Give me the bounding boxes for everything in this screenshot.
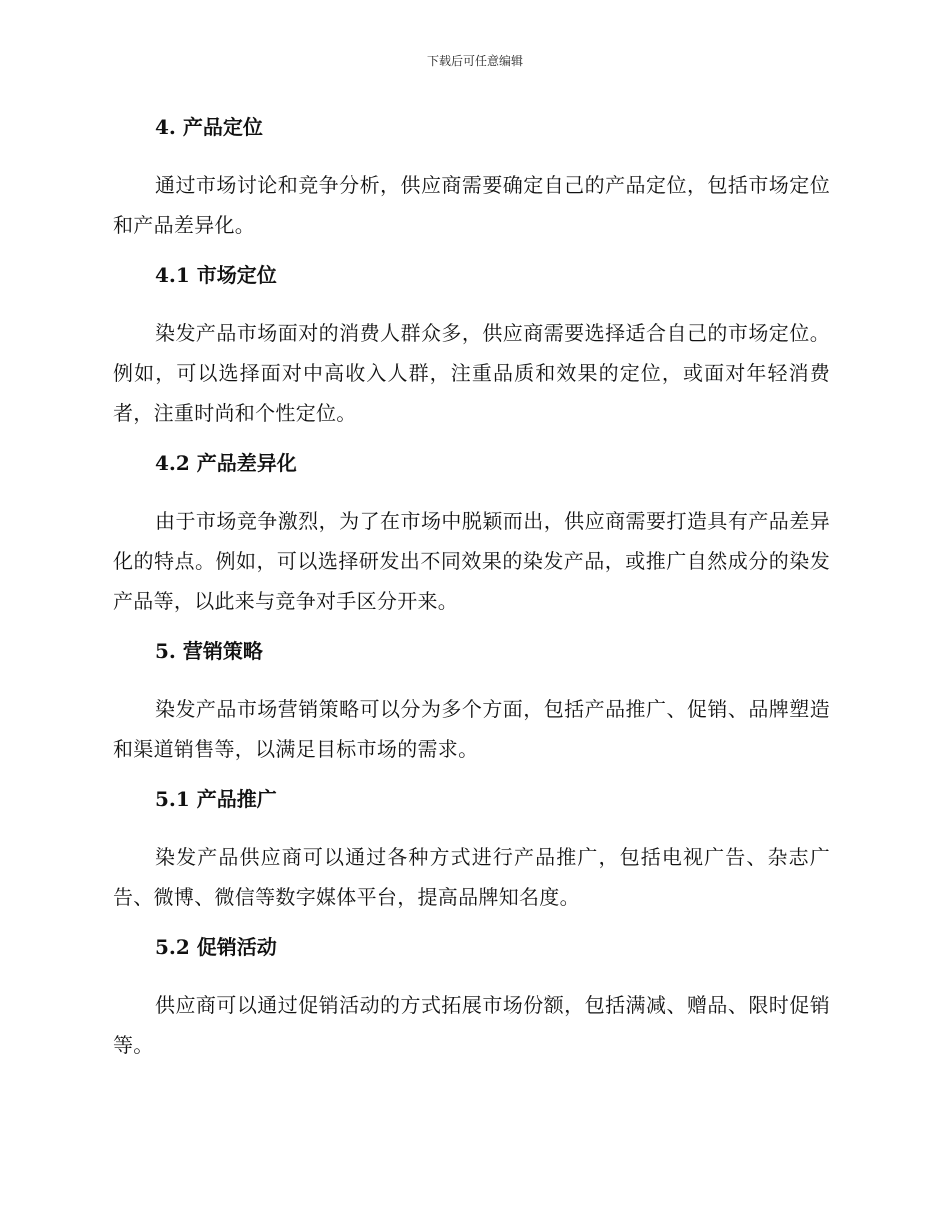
section-heading-5-2: 5.2 促销活动 [155, 935, 277, 959]
section-heading-4-2: 4.2 产品差异化 [155, 451, 297, 475]
page-header: 下载后可任意编辑 [426, 54, 523, 68]
document-body [113, 110, 830, 1065]
section-heading-4-1: 4.1 市场定位 [155, 263, 277, 287]
section-paragraph-5-1: 染发产品供应商可以通过各种方式进行产品推广，包括电视广告、杂志广告、微博、微信等数字媒体平台，提高品牌知名度。 [113, 845, 830, 909]
section-heading-5-1: 5.1 产品推广 [155, 787, 277, 811]
section-paragraph-5: 染发产品市场营销策略可以分为多个方面，包括产品推广、促销、品牌塑造和渠道销售等，以满足目标市场的需求。 [113, 697, 830, 761]
section-paragraph-4-1: 染发产品市场面对的消费人群众多，供应商需要选择适合自己的市场定位。例如，可以选择面对中高收入人群，注重品质和效果的定位，或面对年轻消费者，注重时尚和个性定位。 [113, 321, 830, 425]
section-heading-5: 5. 营销策略 [155, 639, 263, 663]
section-paragraph-5-2: 供应商可以通过促销活动的方式拓展市场份额，包括满减、赠品、限时促销等。 [113, 993, 830, 1057]
section-paragraph-4-2: 由于市场竞争激烈，为了在市场中脱颖而出，供应商需要打造具有产品差异化的特点。例如，可以选择研发出不同效果的染发产品，或推广自然成分的染发产品等，以此来与竞争对手区分开来。 [113, 509, 830, 613]
section-heading-4: 4. 产品定位 [155, 115, 263, 139]
section-paragraph-4: 通过市场讨论和竞争分析，供应商需要确定自己的产品定位，包括市场定位和产品差异化。 [113, 173, 830, 237]
